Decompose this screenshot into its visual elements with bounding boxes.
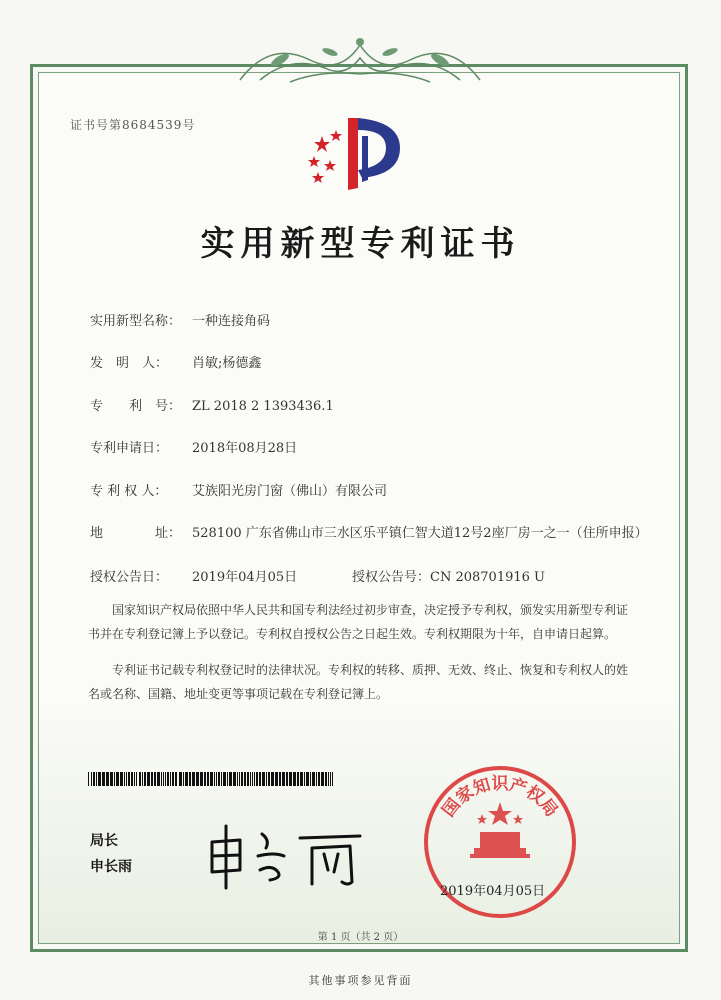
field-label: 授权公告号： — [352, 570, 431, 585]
field-label: 发 明 人： — [90, 356, 169, 371]
field-value: 2018年08月28日 — [192, 441, 298, 456]
field-value: 艾族阳光房门窗（佛山）有限公司 — [192, 484, 388, 499]
field-label: 专利申请日： — [90, 441, 169, 456]
seal-date: 2019年04月05日 — [440, 884, 546, 899]
page-indicator: 第 1 页（共 2 页） — [317, 932, 404, 943]
field-value: CN 208701916 U — [430, 570, 545, 585]
field-value: 2019年04月05日 — [192, 570, 298, 585]
top-ornament-icon — [230, 30, 490, 90]
patent-office-logo-icon — [300, 108, 410, 198]
field-grant-number — [352, 566, 545, 585]
field-label: 专 利 号： — [90, 399, 182, 414]
field-value: 528100 广东省佛山市三水区乐平镇仁智大道12号2座厂房一之一（住所申报） — [192, 526, 648, 541]
field-utility-model-name — [90, 310, 270, 329]
field-address — [90, 522, 648, 541]
field-value: 肖敏;杨德鑫 — [192, 356, 262, 371]
field-application-date — [90, 437, 297, 456]
field-label: 授权公告日： — [90, 570, 169, 585]
officer-name: 申长雨 — [90, 859, 132, 875]
signature-icon — [200, 812, 370, 892]
field-value: 一种连接角码 — [192, 314, 271, 329]
certificate-number: 证书号第8684539号 — [70, 118, 196, 132]
field-label: 地 址： — [90, 526, 182, 541]
officer-title: 局长 — [90, 833, 118, 849]
barcode-icon — [88, 772, 336, 786]
seal-text: 国家知识产权局 — [438, 774, 562, 821]
field-label: 实用新型名称： — [90, 314, 182, 329]
field-inventor — [90, 352, 261, 371]
certificate-title: 实用新型专利证书 — [200, 224, 521, 264]
field-patent-number — [90, 395, 334, 414]
field-value: ZL 2018 2 1393436.1 — [192, 399, 334, 414]
field-label: 专 利 权 人： — [90, 484, 168, 499]
field-grant-date — [90, 566, 297, 585]
footer-note: 其他事项参见背面 — [308, 974, 413, 987]
field-patentee — [90, 480, 387, 499]
certificate-legal-note-paragraph: 专利证书记载专利权登记时的法律状况。专利权的转移、质押、无效、终止、恢复和专利权人的姓名或名称、国籍、地址变更等事项记载在专利登记簿上。 — [88, 663, 629, 701]
certificate-statement-paragraph: 国家知识产权局依照中华人民共和国专利法经过初步审查，决定授予专利权，颁发实用新型专利证书并在专利登记簿上予以登记。专利权自授权公告之日起生效。专利权期限为十年，自申请日起算。 — [88, 603, 629, 641]
